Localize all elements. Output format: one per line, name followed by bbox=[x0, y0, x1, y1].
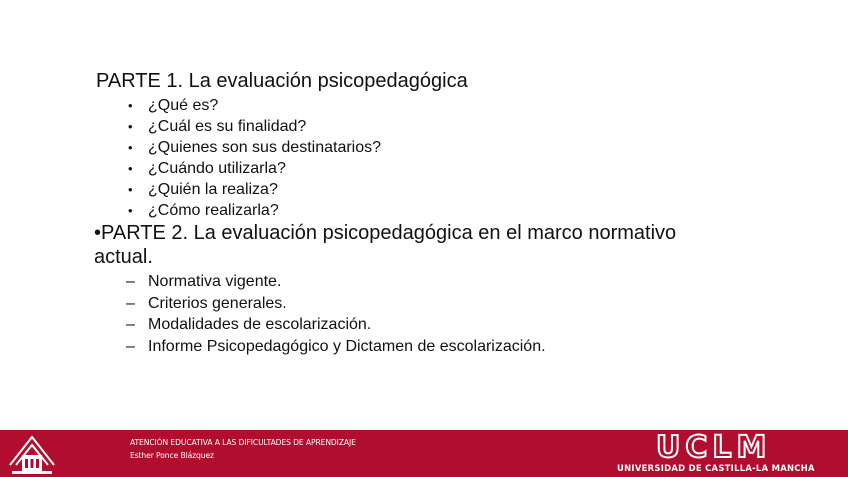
bullet-marker: • bbox=[128, 98, 133, 113]
part1-title: PARTE 1. La evaluación psicopedagógica bbox=[96, 70, 468, 92]
list-item-text: ¿Qué es? bbox=[148, 97, 219, 114]
list-item-text: ¿Quién la realiza? bbox=[148, 181, 278, 198]
bullet-marker: • bbox=[128, 203, 133, 218]
list-item bbox=[96, 158, 796, 179]
dash-marker: – bbox=[126, 337, 135, 355]
list-item-text: Criterios generales. bbox=[148, 294, 287, 312]
list-item bbox=[96, 336, 796, 358]
dash-marker: – bbox=[126, 273, 135, 290]
list-item bbox=[96, 271, 796, 293]
bullet-marker: • bbox=[128, 140, 133, 155]
list-item-text: ¿Cuál es su finalidad? bbox=[148, 118, 307, 135]
part2-title: •PARTE 2. La evaluación psicopedagógica en el marco normativo actual. bbox=[94, 222, 677, 268]
part1-list bbox=[96, 95, 796, 221]
footer-bar bbox=[0, 430, 848, 477]
list-item-text: Modalidades de escolarización. bbox=[148, 316, 372, 333]
list-item bbox=[96, 137, 796, 158]
list-item-text: ¿Cómo realizarla? bbox=[148, 202, 279, 219]
list-item-text: Normativa vigente. bbox=[148, 273, 282, 290]
list-item-text: ¿Cuándo utilizarla? bbox=[148, 160, 286, 177]
dash-marker: – bbox=[126, 294, 135, 312]
list-item-text: Informe Psicopedagógico y Dictamen de escolarización. bbox=[148, 337, 546, 355]
dash-marker: – bbox=[126, 316, 135, 333]
bullet-marker: • bbox=[128, 161, 133, 176]
list-item bbox=[96, 179, 796, 200]
list-item bbox=[96, 116, 796, 137]
list-item bbox=[96, 95, 796, 116]
uclm-logo bbox=[613, 430, 843, 477]
bullet-marker: • bbox=[128, 119, 133, 134]
university-building-icon bbox=[6, 433, 58, 475]
part2-list bbox=[96, 271, 796, 357]
slide-body bbox=[96, 68, 796, 357]
course-title: ATENCIÓN EDUCATIVA A LAS DIFICULTADES DE APRENDIZAJE bbox=[130, 438, 356, 447]
uclm-logo-text: UCLM bbox=[656, 430, 772, 465]
list-item bbox=[96, 314, 796, 336]
bullet-marker: • bbox=[128, 182, 133, 197]
list-item-text: ¿Quienes son sus destinatarios? bbox=[148, 139, 382, 156]
list-item bbox=[96, 200, 796, 221]
footer-caption bbox=[130, 436, 356, 462]
author-name: Esther Ponce Blázquez bbox=[130, 451, 214, 460]
list-item bbox=[96, 293, 796, 315]
university-name: UNIVERSIDAD DE CASTILLA-LA MANCHA bbox=[617, 463, 815, 473]
